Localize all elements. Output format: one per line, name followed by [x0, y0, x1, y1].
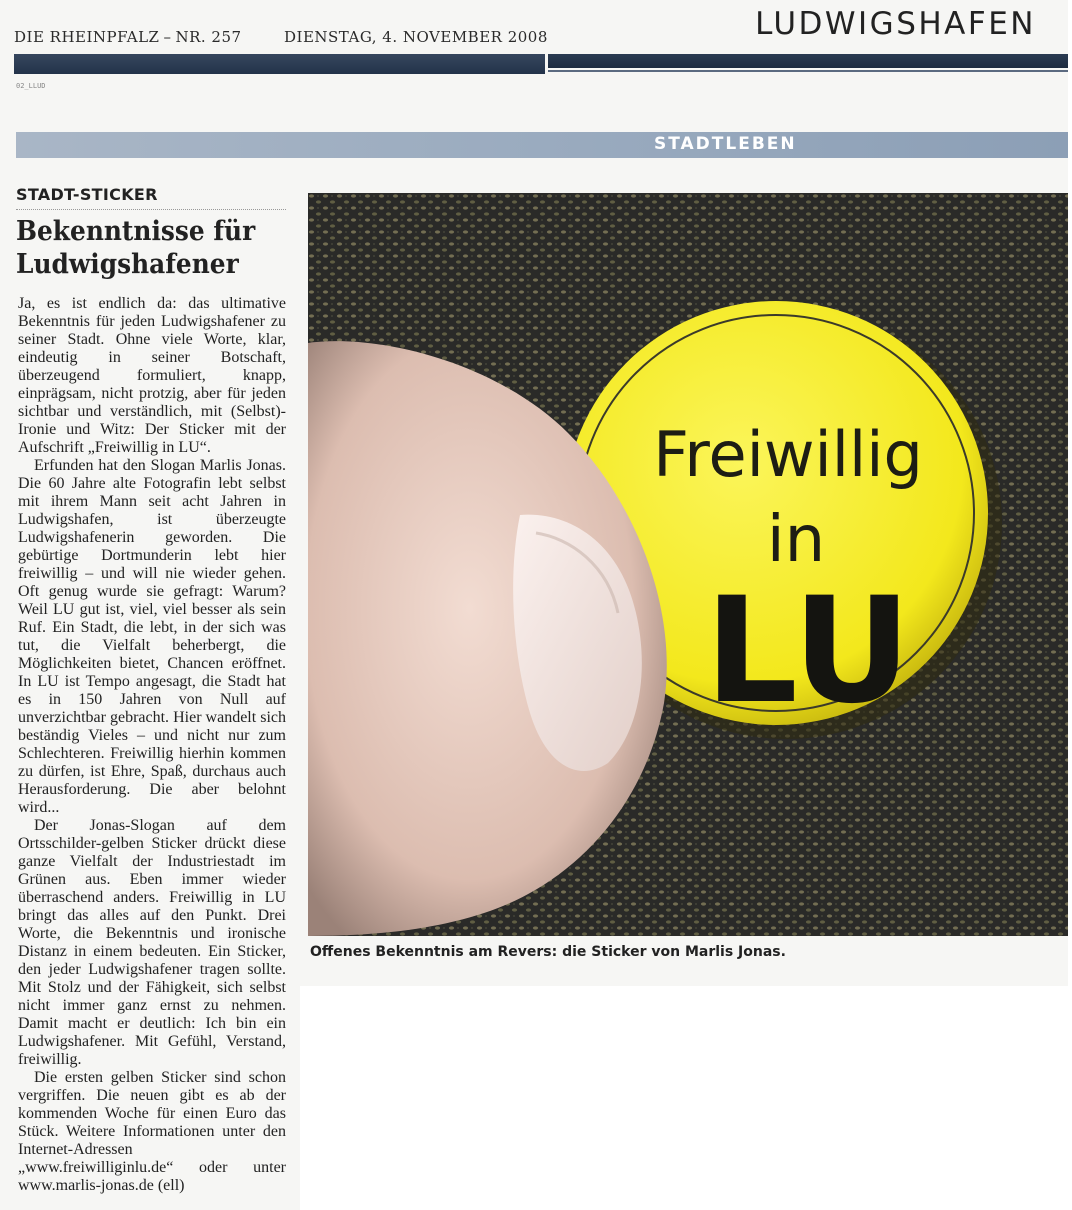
sticker-photo-illustration	[308, 193, 1068, 936]
article-paragraph: Der Jonas-Slogan auf dem Ortsschilder-gelben Sticker drückt diese ganze Vielfalt der Industriestadt im Grünen aus. Eben immer wieder überraschend anders. Freiwillig in LU bringt das alles auf den Punkt. Drei Worte, die Bekenntnis und ironische Distanz in einem bedeuten. Ein Sticker, den jeder Ludwigshafener tragen sollte. Mit Stolz und der Fähigkeit, sich selbst nicht immer ganz ernst zu nehmen. Damit macht er deutlich: Ich bin ein Ludwigshafener. Mit Gefühl, Verstand, freiwillig.	[18, 817, 286, 1068]
article-body	[18, 295, 286, 1195]
section-title: LUDWIGSHAFEN	[755, 6, 1036, 42]
sticker-text-line3: LU	[704, 566, 912, 736]
issue-number: NR. 257	[175, 28, 242, 46]
masthead-rule-right	[548, 54, 1068, 68]
masthead-separator: –	[163, 28, 172, 46]
issue-date: DIENSTAG, 4. NOVEMBER 2008	[284, 28, 548, 46]
sticker-text-line1: Freiwillig	[653, 418, 923, 491]
rubric-band	[16, 132, 1068, 158]
newspaper-name: DIE RHEINPFALZ	[14, 28, 160, 46]
article-paragraph: Ja, es ist endlich da: das ultimative Bekenntnis für jeden Ludwigshafener zu seiner Stadt. Ohne viele Worte, klar, eindeutig in seiner Botschaft, überzeugend formuliert, knapp, einprägsam, nicht protzig, aber für jeden sichtbar und verständlich, mit (Selbst)-Ironie und Witz: Der Sticker mit der Aufschrift „Freiwillig in LU“.	[18, 295, 286, 456]
kicker-divider	[16, 209, 286, 210]
masthead-rule-thin	[548, 70, 1068, 72]
page-code: 02_LLUD	[16, 82, 46, 90]
masthead-rule-left	[14, 54, 545, 74]
photo-caption: Offenes Bekenntnis am Revers: die Sticker von Marlis Jonas.	[310, 944, 786, 960]
article-headline: Bekenntnisse für Ludwigshafener	[16, 216, 256, 280]
article-paragraph: Die ersten gelben Sticker sind schon vergriffen. Die neuen gibt es ab der kommenden Woche für einen Euro das Stück. Weitere Informationen unter den Internet-Adressen „www.freiwilliginlu.de“ oder unter www.marlis-jonas.de (ell)	[18, 1069, 286, 1194]
article-kicker: STADT-STICKER	[16, 185, 158, 204]
rubric-label: STADTLEBEN	[654, 134, 797, 154]
sticker-text-line2: in	[766, 503, 826, 577]
masthead-line	[14, 28, 548, 46]
article-paragraph: Erfunden hat den Slogan Marlis Jonas. Die 60 Jahre alte Fotografin lebt selbst mit ihrem Mann seit acht Jahren in Ludwigshafen, ist überzeugte Ludwigshafenerin geworden. Die gebürtige Dortmunderin lebt hier freiwillig – und will nie wieder gehen. Oft genug wurde sie gefragt: Warum? Weil LU gut ist, viel, viel besser als sein Ruf. Ein Stadt, die lebt, in der sich was tut, die Vielfalt beherbergt, die Möglichkeiten bietet, Chancen eröffnet. In LU ist Tempo angesagt, die Stadt hat es in 150 Jahren von Null auf unverzichtbar gebracht. Hier wandelt sich beständig Vieles – und nicht nur zum Schlechteren. Freiwillig hierhin kommen zu dürfen, ist Ehre, Spaß, durchaus auch Herausforderung. Die aber belohnt wird...	[18, 457, 286, 816]
sticker-photo	[308, 193, 1068, 936]
